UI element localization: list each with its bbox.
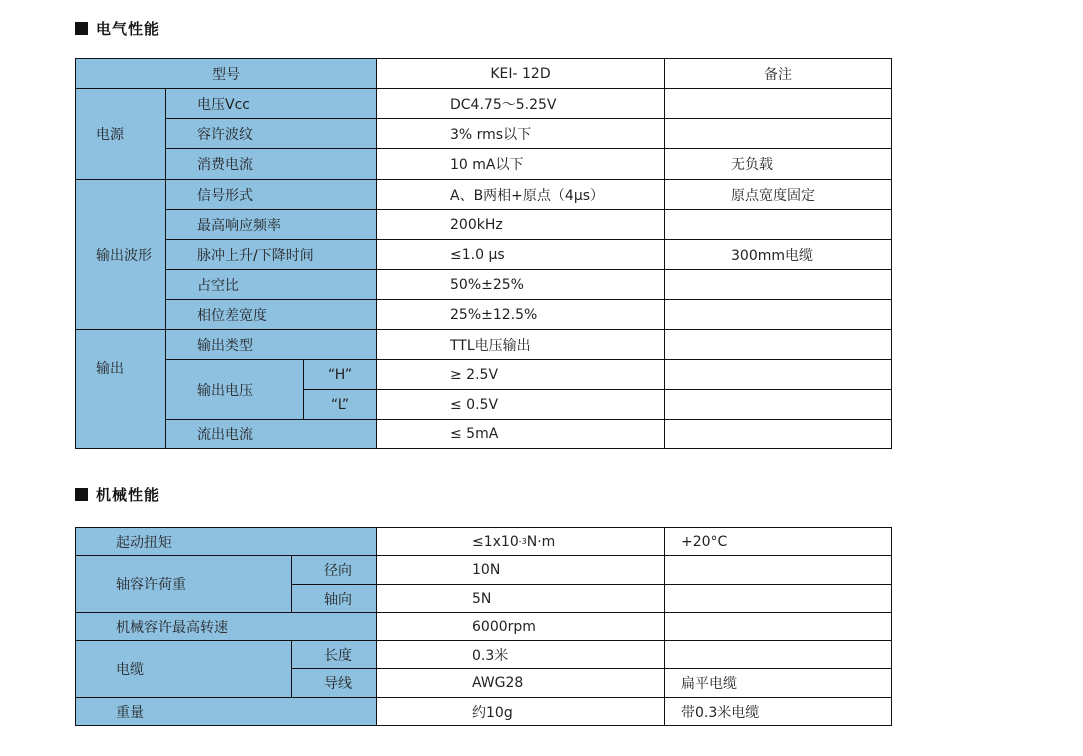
- header-remark: 备注: [664, 58, 892, 89]
- row-label: 电压Vcc: [165, 88, 377, 119]
- cable-length-value: 0.3米: [376, 640, 665, 669]
- speed-remark: [664, 612, 892, 641]
- row-value: 50%±25%: [376, 269, 665, 300]
- row-label: 容许波纹: [165, 118, 377, 149]
- sub-label-h: “H”: [303, 359, 377, 390]
- row-label: 相位差宽度: [165, 299, 377, 330]
- row-value: 25%±12.5%: [376, 299, 665, 330]
- row-value: ≤ 5mA: [376, 419, 665, 449]
- cable-wire-label: 导线: [291, 668, 377, 698]
- row-label: 脉冲上升/下降时间: [165, 239, 377, 270]
- load-label: 轴容许荷重: [75, 555, 292, 613]
- row-label: 最高响应频率: [165, 209, 377, 240]
- speed-value: 6000rpm: [376, 612, 665, 641]
- torque-remark: +20°C: [664, 527, 892, 556]
- row-remark: [664, 269, 892, 300]
- speed-label: 机械容许最高转速: [75, 612, 377, 641]
- torque-label: 起动扭矩: [75, 527, 377, 556]
- row-remark: [664, 118, 892, 149]
- cable-length-remark: [664, 640, 892, 669]
- row-remark: 300mm电缆: [664, 239, 892, 270]
- group-power: 电源: [75, 88, 166, 180]
- load-axial-value: 5N: [376, 584, 665, 613]
- row-remark: 原点宽度固定: [664, 179, 892, 210]
- row-label: 占空比: [165, 269, 377, 300]
- row-value: 3% rms以下: [376, 118, 665, 149]
- row-remark: [664, 359, 892, 390]
- section-title-electrical: [75, 18, 160, 38]
- row-remark: [664, 389, 892, 420]
- torque-value-suffix: N·m: [526, 533, 556, 550]
- group-output: 输出: [75, 329, 166, 449]
- weight-remark: 带0.3米电缆: [664, 697, 892, 726]
- row-value: 10 mA以下: [376, 148, 665, 180]
- header-model: 型号: [75, 58, 377, 89]
- row-remark: [664, 329, 892, 360]
- row-label: 输出类型: [165, 329, 377, 360]
- cable-wire-remark: 扁平电缆: [664, 668, 892, 698]
- group-output-wave: 输出波形: [75, 179, 166, 330]
- row-value: ≤1.0 μs: [376, 239, 665, 270]
- row-value-h: ≥ 2.5V: [376, 359, 665, 390]
- load-axial-label: 轴向: [291, 584, 377, 613]
- square-bullet-icon: [75, 488, 88, 501]
- section-title-text: 机械性能: [96, 485, 161, 504]
- load-radial-value: 10N: [376, 555, 665, 585]
- load-axial-remark: [664, 584, 892, 613]
- row-remark: [664, 299, 892, 330]
- section-title-mechanical: [75, 484, 160, 504]
- torque-value: ≤1x10 -3 N·m: [376, 527, 665, 556]
- cable-wire-value: AWG28: [376, 668, 665, 698]
- load-radial-remark: [664, 555, 892, 585]
- row-remark: [664, 419, 892, 449]
- row-remark: 无负载: [664, 148, 892, 180]
- square-bullet-icon: [75, 22, 88, 35]
- weight-label: 重量: [75, 697, 377, 726]
- row-value: TTL电压输出: [376, 329, 665, 360]
- row-value: DC4.75～5.25V: [376, 88, 665, 119]
- row-value: A、B两相+原点（4μs）: [376, 179, 665, 210]
- row-label-output-voltage: 输出电压: [165, 359, 304, 420]
- row-remark: [664, 88, 892, 119]
- row-label: 信号形式: [165, 179, 377, 210]
- row-value-l: ≤ 0.5V: [376, 389, 665, 420]
- section-title-text: 电气性能: [96, 19, 161, 38]
- row-remark: [664, 209, 892, 240]
- cable-length-label: 长度: [291, 640, 377, 669]
- sub-label-l: “L”: [303, 389, 377, 420]
- row-label: 消费电流: [165, 148, 377, 180]
- cable-label: 电缆: [75, 640, 292, 698]
- row-value: 200kHz: [376, 209, 665, 240]
- load-radial-label: 径向: [291, 555, 377, 585]
- header-model-value: KEI- 12D: [376, 58, 665, 89]
- row-label: 流出电流: [165, 419, 377, 449]
- torque-value-prefix: ≤1x10: [472, 533, 519, 550]
- weight-value: 约10g: [376, 697, 665, 726]
